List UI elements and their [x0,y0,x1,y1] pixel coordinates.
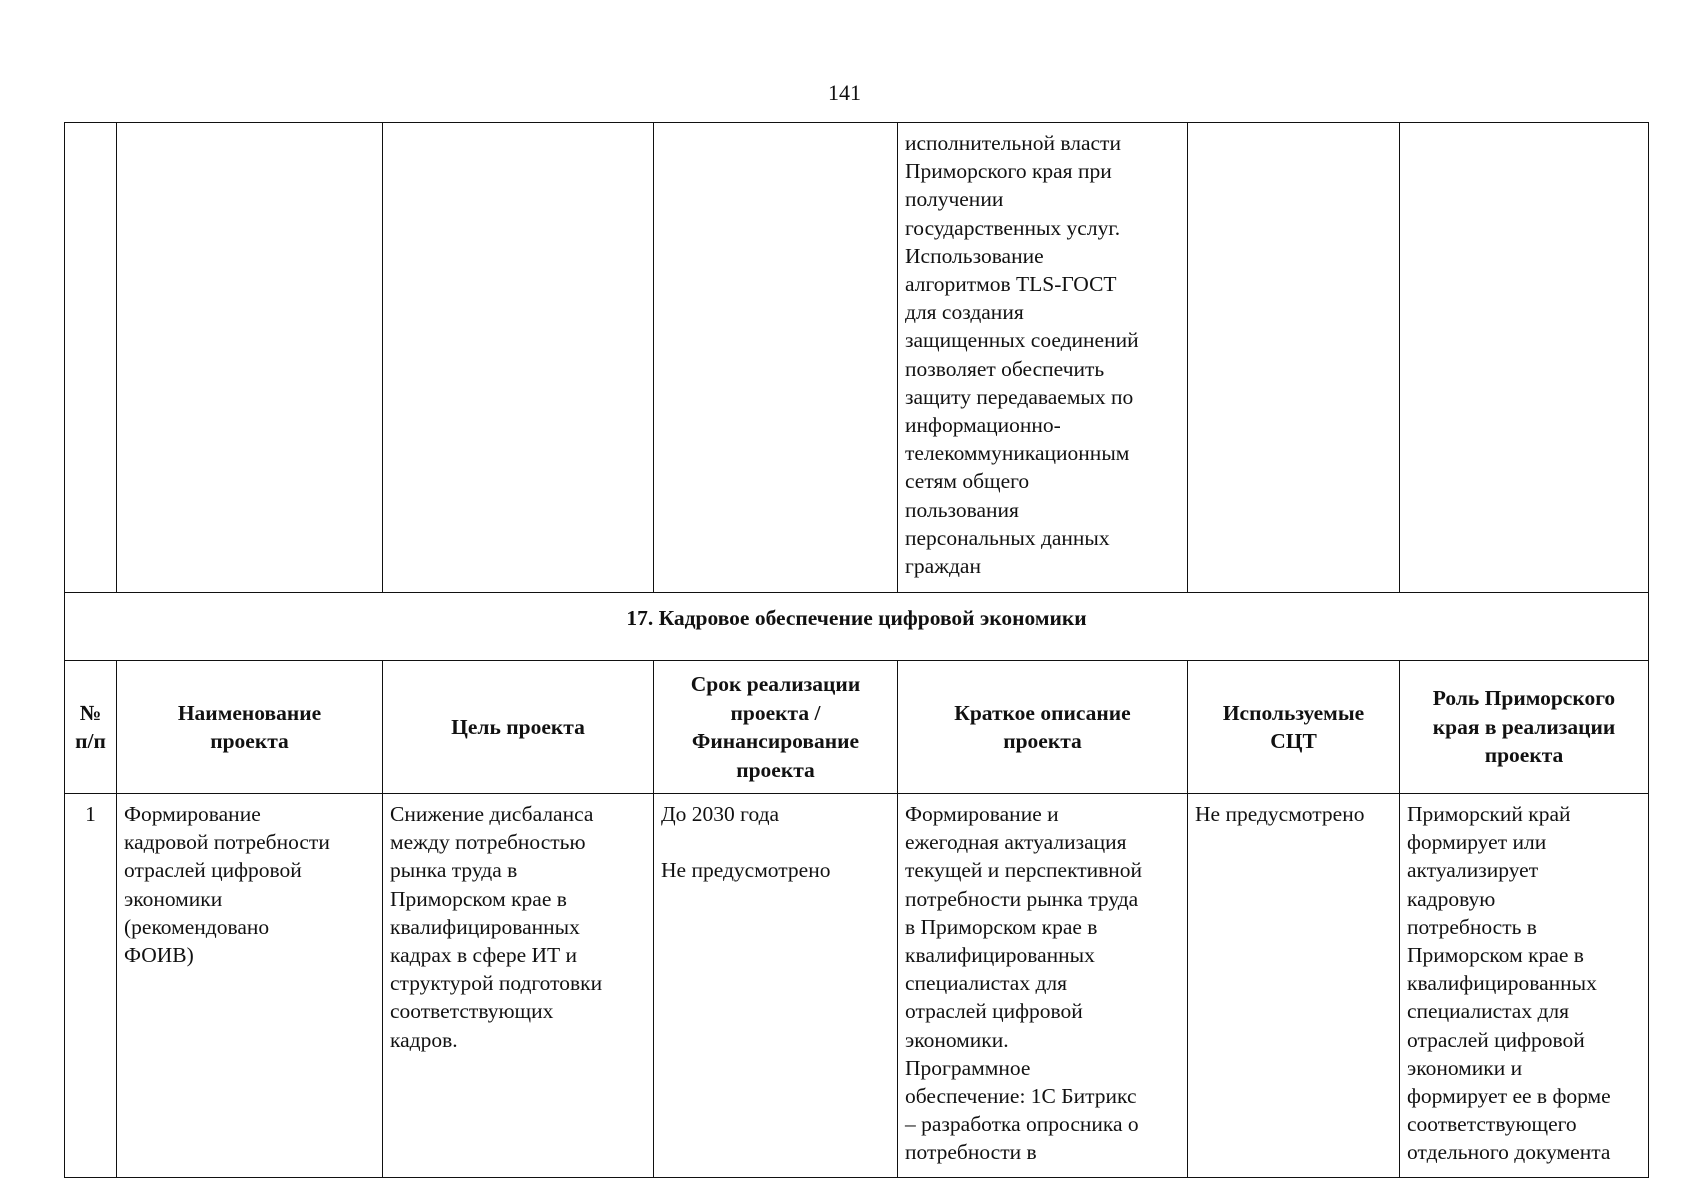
row-term-financing [654,794,898,1178]
row-description: Формирование и ежегодная актуализация текущей и перспективной потребности рынка труда в Приморском крае в квалифицированных специалистах для отраслей цифровой экономики. Программное обеспечение: 1С Битрикс – разработка опросника о потребности в [898,794,1188,1178]
row-sct: Не предусмотрено [1188,794,1400,1178]
row-role: Приморский край формирует или актуализирует кадровую потребность в Приморском крае в квалифицированных специалистах для отраслей цифровой экономики и формирует ее в форме соответствующего отдельного документа [1400,794,1649,1178]
row-term: До 2030 года [661,802,780,826]
row-project-name: Формирование кадровой потребности отраслей цифровой экономики (рекомендовано ФОИВ) [117,794,383,1178]
header-term-financing: Срок реализации проекта / Финансирование проекта [654,661,898,794]
continuation-line: Использование [905,243,1044,268]
continuation-line: Приморского края при [905,159,1112,184]
continuation-line: телекоммуникационным [905,441,1130,466]
continuation-goal-cell [383,123,654,593]
header-project-goal: Цель проекта [383,661,654,794]
continuation-line: защищенных соединений [905,328,1139,353]
section-row [65,593,1649,661]
continuation-line: пользования [905,497,1019,522]
continuation-line: для создания [905,300,1024,325]
header-sct: Используемые СЦТ [1188,661,1400,794]
continuation-role-cell [1400,123,1649,593]
projects-table [64,122,1649,1178]
row-project-goal: Снижение дисбаланса между потребностью рынка труда в Приморском крае в квалифицированных кадрах в сфере ИТ и структурой подготовки соответствующих кадров. [383,794,654,1178]
continuation-line: информационно- [905,413,1061,438]
table-row [65,794,1649,1178]
continuation-line: граждан [905,554,981,579]
continuation-line: алгоритмов TLS-ГОСТ [905,272,1117,297]
continuation-line: персональных данных [905,525,1110,550]
continuation-row [65,123,1649,593]
continuation-sct-cell [1188,123,1400,593]
continuation-description-cell [898,123,1188,593]
continuation-num-cell [65,123,117,593]
header-role: Роль Приморского края в реализации проекта [1400,661,1649,794]
page-number: 141 [828,80,861,105]
row-number: 1 [65,794,117,1178]
row-term-spacer [661,828,890,856]
continuation-line: исполнительной власти [905,131,1121,155]
continuation-term-cell [654,123,898,593]
continuation-line: позволяет обеспечить [905,356,1105,381]
row-financing: Не предусмотрено [661,858,831,883]
continuation-line: сетям общего [905,469,1030,494]
continuation-line: государственных услуг. [905,215,1121,240]
header-project-name: Наименование проекта [117,661,383,794]
table-header-row [65,661,1649,794]
header-description: Краткое описание проекта [898,661,1188,794]
continuation-line: защиту передаваемых по [905,384,1134,409]
continuation-name-cell [117,123,383,593]
section-title: 17. Кадровое обеспечение цифровой экономики [65,593,1649,661]
continuation-line: получении [905,187,1004,212]
header-number: № п/п [65,661,117,794]
